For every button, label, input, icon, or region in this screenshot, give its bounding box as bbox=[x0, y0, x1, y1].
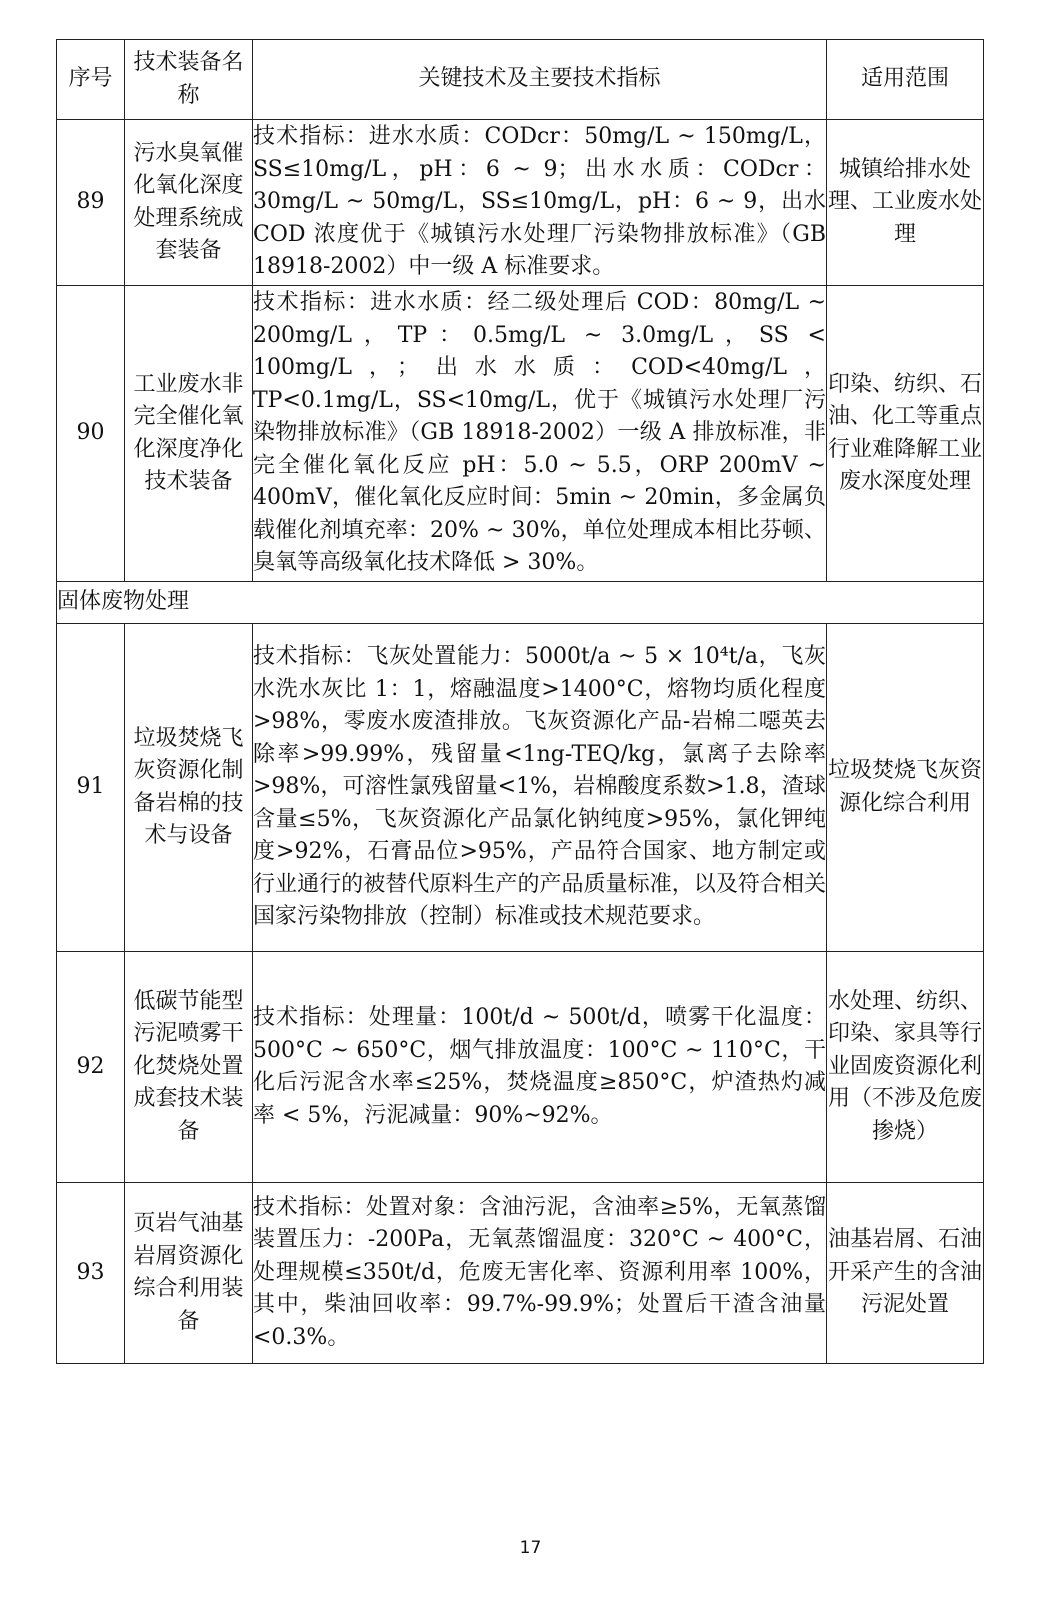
row-name: 污水臭氧催化氧化深度处理系统成套装备 bbox=[125, 120, 253, 286]
row-scope: 城镇给排水处理、工业废水处理 bbox=[827, 120, 984, 286]
row-name: 低碳节能型污泥喷雾干化焚烧处置成套技术装备 bbox=[125, 952, 253, 1183]
row-scope: 印染、纺织、石油、化工等重点行业难降解工业废水深度处理 bbox=[827, 286, 984, 582]
row-name: 页岩气油基岩屑资源化综合利用装备 bbox=[125, 1183, 253, 1364]
table-row bbox=[57, 286, 984, 582]
table-row bbox=[57, 1183, 984, 1364]
row-name: 工业废水非完全催化氧化深度净化技术装备 bbox=[125, 286, 253, 582]
table-header-row bbox=[57, 40, 984, 120]
row-scope: 垃圾焚烧飞灰资源化综合利用 bbox=[827, 624, 984, 952]
row-index: 93 bbox=[57, 1183, 125, 1364]
row-index: 90 bbox=[57, 286, 125, 582]
header-index: 序号 bbox=[57, 40, 125, 120]
header-name: 技术装备名称 bbox=[125, 40, 253, 120]
row-scope: 水处理、纺织、印染、家具等行业固废资源化利用（不涉及危废掺烧） bbox=[827, 952, 984, 1183]
table-row bbox=[57, 120, 984, 286]
row-index: 89 bbox=[57, 120, 125, 286]
table-row bbox=[57, 952, 984, 1183]
row-scope: 油基岩屑、石油开采产生的含油污泥处置 bbox=[827, 1183, 984, 1364]
row-tech: 技术指标：进水水质：经二级处理后 COD：80mg/L ~ 200mg/L，TP：0.5mg/L ~ 3.0mg/L，SS < 100mg/L，；出水水质：COD<40mg/L，TP<0.1mg/L，SS<10mg/L，优于《城镇污水处理厂污染物排放标准》（GB 18918-2002）一级 A 排放标准，非完全催化氧化反应 pH：5.0 ~ 5.5，ORP 200mV ~ 400mV，催化氧化反应时间：5min ~ 20min，多金属负载催化剂填充率：20% ~ 30%，单位处理成本相比芬顿、臭氧等高级氧化技术降低 > 30%。 bbox=[253, 286, 827, 582]
section-title: 固体废物处理 bbox=[57, 582, 984, 624]
row-tech: 技术指标：处置对象：含油污泥，含油率≥5%，无氧蒸馏装置压力：-200Pa，无氧蒸馏温度：320°C ~ 400°C，处理规模≤350t/d，危废无害化率、资源利用率 100%，其中，柴油回收率：99.7%-99.9%；处置后干渣含油量<0.3%。 bbox=[253, 1183, 827, 1364]
row-tech: 技术指标：处理量：100t/d ~ 500t/d，喷雾干化温度：500°C ~ 650°C，烟气排放温度：100°C ~ 110°C，干化后污泥含水率≤25%，焚烧温度≥850°C，炉渣热灼减率 < 5%，污泥减量：90%~92%。 bbox=[253, 952, 827, 1183]
row-tech: 技术指标：飞灰处置能力：5000t/a ~ 5 × 10⁴t/a，飞灰水洗水灰比 1：1，熔融温度>1400°C，熔物均质化程度>98%，零废水废渣排放。飞灰资源化产品-岩棉二噁英去除率>99.99%，残留量<1ng-TEQ/kg，氯离子去除率>98%，可溶性氯残留量<1%，岩棉酸度系数>1.8，渣球含量≤5%，飞灰资源化产品氯化钠纯度>95%，氯化钾纯度>92%，石膏品位>95%，产品符合国家、地方制定或行业通行的被替代原料生产的产品质量标准，以及符合相关国家污染物排放（控制）标准或技术规范要求。 bbox=[253, 624, 827, 952]
page-number: 17 bbox=[519, 1538, 542, 1558]
row-tech: 技术指标：进水水质：CODcr：50mg/L ~ 150mg/L，SS≤10mg/L，pH：6 ~ 9；出水水质：CODcr：30mg/L ~ 50mg/L，SS≤10mg/L，pH：6 ~ 9，出水 COD 浓度优于《城镇污水处理厂污染物排放标准》（GB 18918-2002）中一级 A 标准要求。 bbox=[253, 120, 827, 286]
row-name: 垃圾焚烧飞灰资源化制备岩棉的技术与设备 bbox=[125, 624, 253, 952]
table-row bbox=[57, 624, 984, 952]
technology-table bbox=[56, 39, 984, 1364]
section-row bbox=[57, 582, 984, 624]
header-scope: 适用范围 bbox=[827, 40, 984, 120]
row-index: 92 bbox=[57, 952, 125, 1183]
row-index: 91 bbox=[57, 624, 125, 952]
header-tech: 关键技术及主要技术指标 bbox=[253, 40, 827, 120]
